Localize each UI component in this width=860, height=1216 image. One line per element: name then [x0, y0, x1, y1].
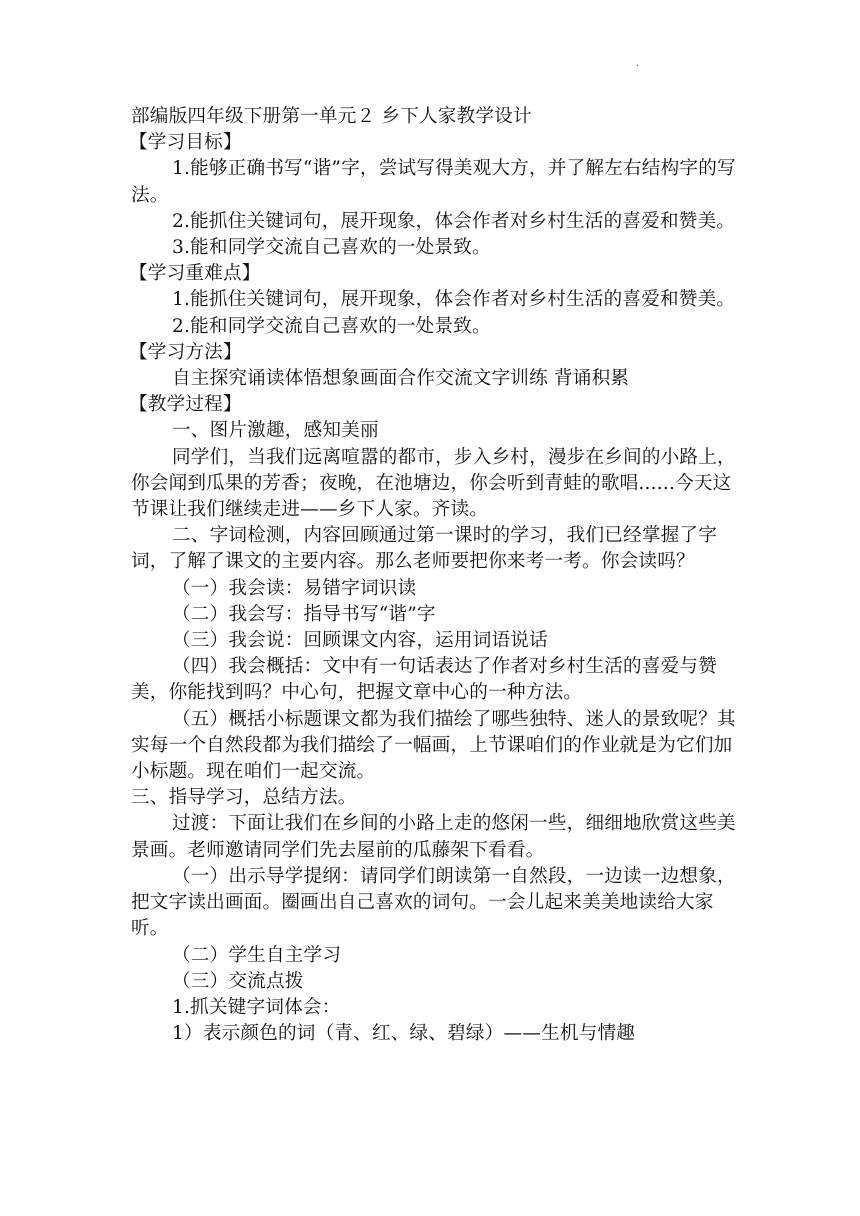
- process-paragraph: 同学们，当我们远离喧嚣的都市，步入乡村，漫步在乡间的小路上，你会闻到瓜果的芳香；夜晚，在池塘边，你会听到青蛙的歌唱......今天这节课让我们继续走进——乡下人家。齐读。: [131, 446, 736, 521]
- key-points-heading: 【学习重难点】: [129, 263, 261, 285]
- process-step-title: 一、图片激趣，感知美丽: [172, 420, 379, 442]
- process-subitem: （三）交流点拨: [172, 970, 304, 992]
- key-point-item: 2.能和同学交流自己喜欢的一处景致。: [172, 315, 491, 337]
- key-point-item: 1.能抓住关键词句，展开现象，体会作者对乡村生活的喜爱和赞美。: [172, 289, 736, 311]
- goal-item: 1.能够正确书写“谐”字，尝试写得美观大方，并了解左右结构字的写法。: [131, 158, 736, 206]
- document-title: 部编版四年级下册第一单元２ 乡下人家教学设计: [131, 106, 532, 127]
- goal-item: 2.能抓住关键词句，展开现象，体会作者对乡村生活的喜爱和赞美。: [172, 210, 736, 232]
- methods-heading: 【学习方法】: [129, 341, 242, 363]
- process-subitem: （五）概括小标题课文都为我们描绘了哪些独特、迷人的景致呢？其实每一个自然段都为我们描绘了一幅画，上节课咱们的作业就是为它们加小标题。现在咱们一起交流。: [131, 708, 736, 783]
- header-dot: .: [636, 58, 640, 69]
- process-subitem: 1）表示颜色的词（青、红、绿、碧绿）——生机与情趣: [172, 1023, 636, 1045]
- process-subitem: （一）出示导学提纲：请同学们朗读第一自然段，一边读一边想象，把文字读出画面。圈画出自己喜欢的词句。一会儿起来美美地读给大家听。: [131, 865, 736, 940]
- process-subitem: （一）我会读：易错字词识读: [172, 577, 417, 599]
- methods-text: 自主探究诵读体悟想象画面合作交流文字训练 背诵积累: [172, 368, 630, 390]
- document-body: [131, 104, 736, 1047]
- process-paragraph: 二、字词检测，内容回顾通过第一课时的学习，我们已经掌握了字词，了解了课文的主要内容。那么老师要把你来考一考。你会读吗？: [131, 525, 718, 573]
- process-subitem: （二）学生自主学习: [172, 944, 342, 966]
- process-subitem: 1.抓关键字词体会：: [172, 996, 341, 1018]
- process-paragraph: 过渡：下面让我们在乡间的小路上走的悠闲一些，细细地欣赏这些美景画。老师邀请同学们先去屋前的瓜藤架下看看。: [131, 813, 736, 861]
- goals-heading: 【学习目标】: [129, 132, 242, 154]
- process-heading: 【教学过程】: [129, 394, 242, 416]
- process-subitem: （三）我会说：回顾课文内容，运用词语说话: [172, 630, 548, 652]
- process-step-title: 三、指导学习，总结方法。: [131, 787, 357, 809]
- goal-item: 3.能和同学交流自己喜欢的一处景致。: [172, 237, 491, 259]
- process-subitem: （二）我会写：指导书写“谐”字: [172, 603, 436, 625]
- process-subitem: （四）我会概括：文中有一句话表达了作者对乡村生活的喜爱与赞美，你能找到吗？中心句，把握文章中心的一种方法。: [131, 656, 718, 704]
